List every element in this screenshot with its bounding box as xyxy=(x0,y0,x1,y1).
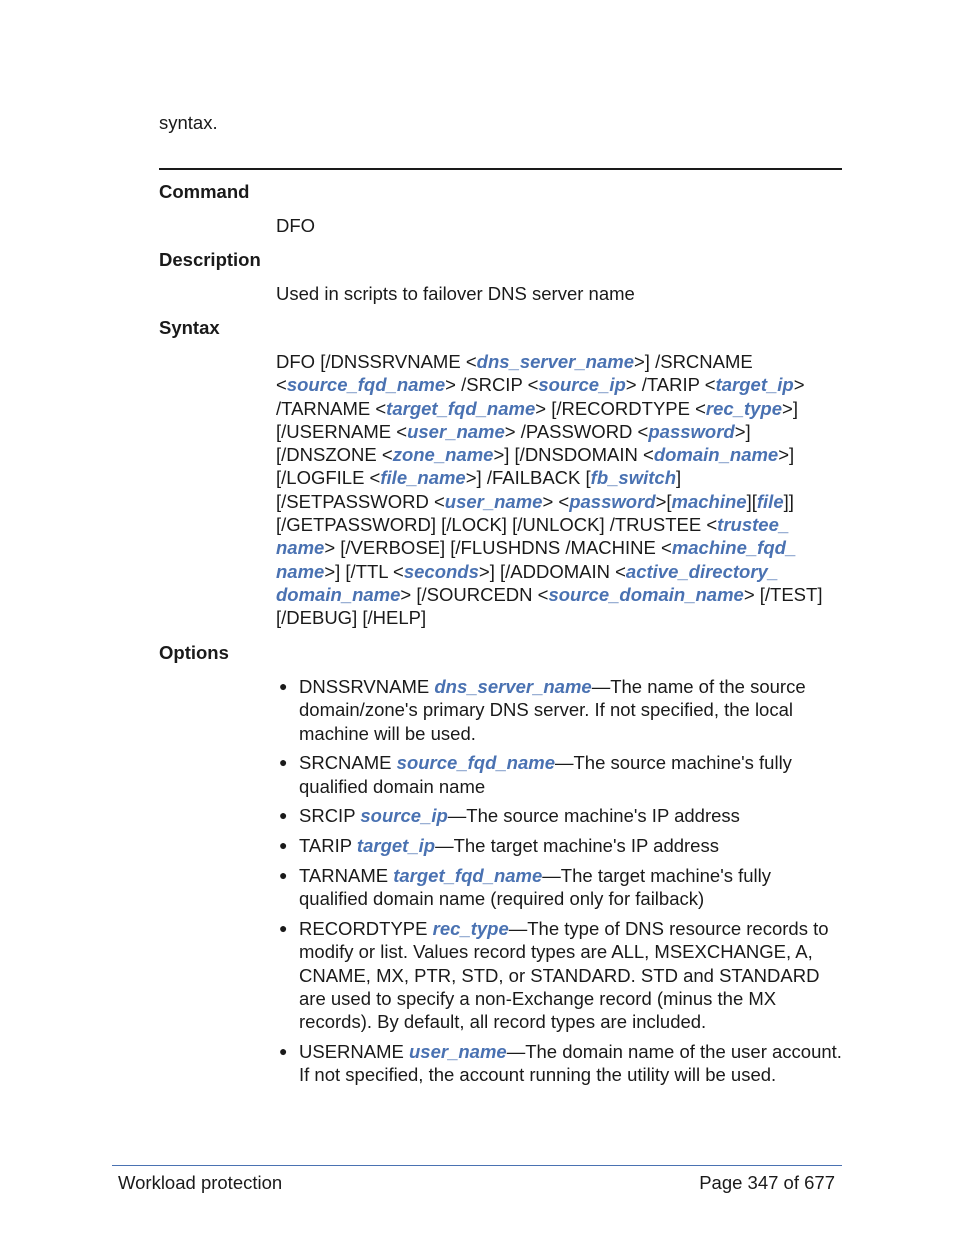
footer-section-title: Workload protection xyxy=(118,1172,283,1193)
option-item: ● SRCIP source_ip—The source machine's IP address xyxy=(279,805,740,827)
option-item: ● USERNAME user_name—The domain name of the user account. If not specified, the account running the utility will be used. xyxy=(279,1041,842,1086)
description-text: Used in scripts to failover DNS server name xyxy=(276,283,635,304)
bullet-icon: ● xyxy=(279,1043,288,1060)
syntax-line: [/GETPASSWORD] [/LOCK] [/UNLOCK] /TRUSTEE <trustee_ xyxy=(276,514,790,536)
bullet-icon: ● xyxy=(279,678,288,694)
syntax-block xyxy=(276,350,842,630)
bullet-icon: ● xyxy=(279,807,288,824)
syntax-line: [/DEBUG] [/HELP] xyxy=(276,607,427,629)
footer-divider xyxy=(112,1165,842,1166)
section-divider xyxy=(159,168,842,170)
syntax-line: domain_name> [/SOURCEDN <source_domain_name> [/TEST] xyxy=(276,583,823,605)
bullet-icon: ● xyxy=(279,920,288,937)
syntax-line: DFO [/DNSSRVNAME <dns_server_name>] /SRCNAME xyxy=(276,351,753,372)
syntax-heading: Syntax xyxy=(159,317,220,338)
option-item: ● TARNAME target_fqd_name—The target machine's fully qualified domain name (required only for failback) xyxy=(279,865,772,910)
options-list xyxy=(276,675,842,1093)
syntax-line: [/LOGFILE <file_name>] /FAILBACK [fb_switch] xyxy=(276,467,682,489)
syntax-line: <source_fqd_name> /SRCIP <source_ip> /TARIP <target_ip> xyxy=(276,374,805,396)
bullet-icon: ● xyxy=(279,867,288,884)
bullet-icon: ● xyxy=(279,837,288,854)
syntax-line: name>] [/TTL <seconds>] [/ADDOMAIN <active_directory_ xyxy=(276,560,779,582)
command-heading: Command xyxy=(159,181,250,202)
options-heading: Options xyxy=(159,642,229,663)
option-item: ● SRCNAME source_fqd_name—The source machine's fully qualified domain name xyxy=(279,752,792,797)
syntax-line: name> [/VERBOSE] [/FLUSHDNS /MACHINE <machine_fqd_ xyxy=(276,537,797,559)
syntax-line: /TARNAME <target_fqd_name> [/RECORDTYPE <rec_type>] xyxy=(276,397,798,419)
syntax-line: [/SETPASSWORD <user_name> <password>[machine][file]] xyxy=(276,490,794,512)
description-heading: Description xyxy=(159,249,261,270)
command-value: DFO xyxy=(276,215,316,236)
intro-text: syntax. xyxy=(159,112,218,133)
footer-page-number: Page 347 of 677 xyxy=(699,1172,835,1193)
syntax-line: [/DNSZONE <zone_name>] [/DNSDOMAIN <domain_name>] xyxy=(276,444,795,466)
option-item: ● RECORDTYPE rec_type—The type of DNS resource records to modify or list. Values record types are ALL, MSEXCHANGE, A, CNAME, MX, PTR, STD, or STANDARD. STD and STANDARD are used to specify a non-Exchange record (minus the MX records). By default, all record types are included. xyxy=(279,918,829,1033)
option-item: ● DNSSRVNAME dns_server_name—The name of the source domain/zone's primary DNS server. If not specified, the local machine will be used. xyxy=(279,676,806,744)
syntax-line: [/USERNAME <user_name> /PASSWORD <password>] xyxy=(276,420,751,442)
option-item: ● TARIP target_ip—The target machine's IP address xyxy=(279,835,719,857)
bullet-icon: ● xyxy=(279,754,288,771)
